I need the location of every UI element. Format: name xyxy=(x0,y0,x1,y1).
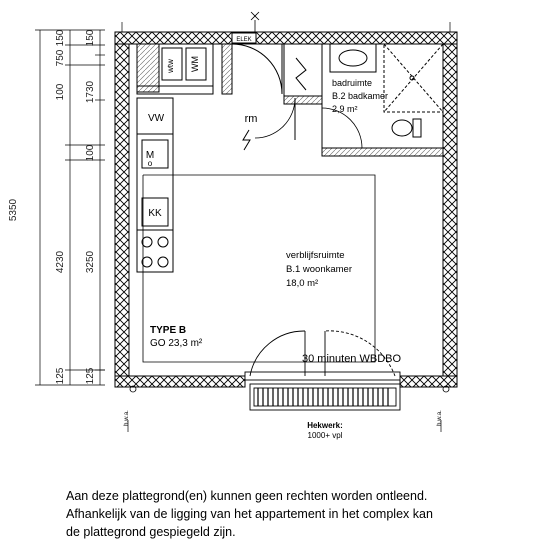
dim-inner-750: 750 xyxy=(55,49,66,67)
railing-title: Hekwerk: xyxy=(307,421,343,430)
o-label: o xyxy=(147,159,153,168)
living-title: verblijfsruimte xyxy=(286,250,345,261)
type-area: GO 23,3 m² xyxy=(150,338,203,349)
dim-inner-150: 150 xyxy=(85,29,96,47)
wm-label: WM xyxy=(190,56,200,72)
bathroom-area: 2,9 m² xyxy=(332,104,358,114)
bathroom-title: badruimte xyxy=(332,78,373,88)
type-label: TYPE B xyxy=(150,325,187,336)
elek-marker xyxy=(251,12,259,33)
dim-seg-4230: 4230 xyxy=(55,250,66,274)
vw-label: VW xyxy=(147,113,165,124)
dim-seg-150: 150 xyxy=(55,29,66,47)
disclaimer-line-1: Aan deze plattegrond(en) kunnen geen rechten worden ontleend. xyxy=(66,489,428,503)
dim-seg-100b: 100 xyxy=(85,144,96,162)
m-label: M xyxy=(145,150,155,161)
kitchen xyxy=(137,98,173,272)
wtw-label: wtw xyxy=(166,59,175,73)
dim-inner-125: 125 xyxy=(85,367,96,385)
disclaimer xyxy=(66,487,536,541)
railing-subtitle: 1000+ vpl xyxy=(307,431,343,440)
dim-seg-1730: 1730 xyxy=(85,80,96,104)
kk-label: KK xyxy=(148,208,162,219)
shaft xyxy=(284,44,322,155)
disclaimer-line-2: Afhankelijk van de ligging van het appartement in het complex kan xyxy=(66,507,433,521)
disclaimer-line-3: de plattegrond gespiegeld zijn. xyxy=(66,525,236,539)
living-name: B.1 woonkamer xyxy=(286,264,353,275)
elek-label: ELEK xyxy=(236,37,252,43)
dim-seg-125: 125 xyxy=(55,367,66,385)
dim-inner-3250: 3250 xyxy=(85,250,96,274)
dim-seg-100: 100 xyxy=(55,83,66,101)
fire-rating-label: 30 minuten WBDBO xyxy=(302,353,402,365)
dim-overall: 5350 xyxy=(8,198,19,222)
hwa-right-label: h.w.a. xyxy=(437,410,443,426)
living-area: 18,0 m² xyxy=(286,278,319,289)
meter-room-label: rm xyxy=(244,113,258,125)
bathroom-name: B.2 badkamer xyxy=(332,91,389,101)
railing-bars xyxy=(258,388,388,406)
hwa-left-label: h.w.a. xyxy=(124,410,130,426)
axis-ticks xyxy=(122,22,450,432)
